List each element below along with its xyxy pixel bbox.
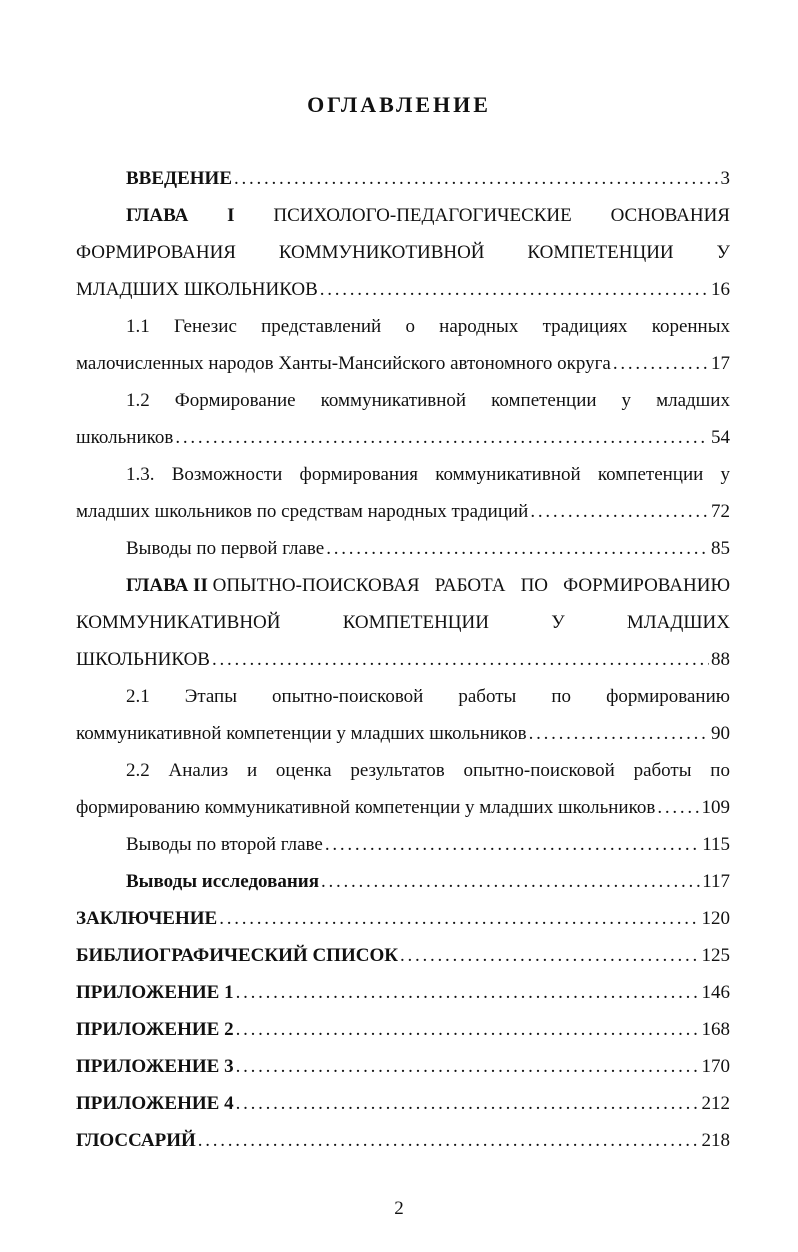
toc-word: опытно-поисковой	[272, 686, 424, 707]
toc-word: работы	[458, 686, 517, 707]
leader-dots	[236, 974, 700, 1011]
toc-page-number: 212	[701, 1093, 730, 1114]
toc-word: традициях	[542, 316, 628, 337]
toc-word: 1.2	[126, 390, 150, 411]
toc-entry-label: Выводы исследования	[126, 871, 320, 892]
toc-word: ОСНОВАНИЯ	[610, 205, 730, 226]
toc-entry-introduction[interactable]	[76, 160, 730, 197]
toc-word: Формирование	[174, 390, 296, 411]
toc-entry-research-conclusions[interactable]	[76, 863, 730, 900]
leader-dots	[326, 530, 709, 567]
toc-entry-label: ГЛОССАРИЙ	[76, 1130, 196, 1151]
leader-dots	[236, 1011, 700, 1048]
toc-word: опытно-поисковой	[463, 760, 615, 781]
toc-entry-bibliography[interactable]	[76, 937, 730, 974]
toc-entry-label: ПРИЛОЖЕНИЕ 2	[76, 1019, 234, 1040]
page-title: ОГЛАВЛЕНИЕ	[307, 92, 491, 117]
toc-word: младших	[656, 390, 730, 411]
toc-entry-appendix-1[interactable]	[76, 974, 730, 1011]
chapter-label: ГЛАВА	[126, 205, 189, 226]
page-number: 2	[394, 1198, 404, 1219]
toc-page-number: 109	[701, 797, 730, 818]
toc-page-number: 115	[702, 834, 730, 855]
toc-entry-section-1-3-line2[interactable]	[76, 493, 730, 530]
toc-word: ПО	[520, 575, 549, 596]
toc-page-number: 54	[711, 427, 730, 448]
leader-dots	[321, 863, 700, 900]
leader-dots	[613, 345, 709, 382]
toc-entry-section-1-1-line1[interactable]	[76, 308, 730, 345]
toc-word: КОММУНИКОТИВНОЙ	[278, 242, 485, 263]
toc-word: компетенции	[491, 390, 597, 411]
toc-word: КОМПЕТЕНЦИИ	[527, 242, 674, 263]
toc-entry-label: ЗАКЛЮЧЕНИЕ	[76, 908, 218, 929]
toc-word: 1.1	[126, 316, 150, 337]
leader-dots	[219, 900, 699, 937]
toc-page-number: 72	[711, 501, 730, 522]
toc-page-number: 117	[702, 871, 730, 892]
toc-entry-label: малочисленных народов Ханты-Мансийского автономного округа	[76, 353, 611, 374]
leader-dots	[657, 789, 699, 826]
toc-page-number: 218	[701, 1130, 730, 1151]
toc-entry-appendix-3[interactable]	[76, 1048, 730, 1085]
toc-entry-label: МЛАДШИХ ШКОЛЬНИКОВ	[76, 279, 318, 300]
toc-word: Этапы	[184, 686, 237, 707]
toc-entry-chapter1-line1[interactable]	[76, 197, 730, 234]
toc-word: формирования	[299, 464, 418, 485]
toc-entry-label: ШКОЛЬНИКОВ	[76, 649, 210, 670]
toc-word: 1.3.	[126, 464, 155, 485]
toc-entry-section-2-1-line2[interactable]	[76, 715, 730, 752]
toc-entry-section-2-2-line2[interactable]	[76, 789, 730, 826]
toc-page-number: 88	[711, 649, 730, 670]
toc-entry-chapter1-line2[interactable]	[76, 234, 730, 271]
toc-word: Анализ	[168, 760, 229, 781]
toc-entry-label: ПРИЛОЖЕНИЕ 4	[76, 1093, 234, 1114]
toc-entry-label: ПРИЛОЖЕНИЕ 1	[76, 982, 234, 1003]
toc-word: У	[716, 242, 730, 263]
toc-entry-section-1-3-line1[interactable]	[76, 456, 730, 493]
leader-dots	[320, 271, 709, 308]
toc-page-number: 125	[701, 945, 730, 966]
toc-word: КОММУНИКАТИВНОЙ	[76, 612, 281, 633]
toc-entry-glossary[interactable]	[76, 1122, 730, 1159]
toc-entry-label: младших школьников по средствам народных традиций	[76, 501, 529, 522]
toc-word: КОМПЕТЕНЦИИ	[342, 612, 489, 633]
toc-entry-section-2-1-line1[interactable]	[76, 678, 730, 715]
toc-word: оценка	[275, 760, 332, 781]
toc-word: о	[405, 316, 415, 337]
toc-entry-section-1-2-line2[interactable]	[76, 419, 730, 456]
toc-word: коммуникативной	[435, 464, 581, 485]
toc-entry-appendix-4[interactable]	[76, 1085, 730, 1122]
toc-page-number: 168	[701, 1019, 730, 1040]
leader-dots	[529, 715, 709, 752]
leader-dots	[212, 641, 709, 678]
leader-dots	[234, 160, 719, 197]
toc-word: у	[621, 390, 632, 411]
toc-entry-section-1-2-line1[interactable]	[76, 382, 730, 419]
toc-entry-chapter1-line3[interactable]	[76, 271, 730, 308]
toc-word: и	[246, 760, 258, 781]
toc-entry-chapter2-line1[interactable]	[76, 567, 730, 604]
toc-page-number: 146	[701, 982, 730, 1003]
toc-word: формированию	[606, 686, 730, 707]
leader-dots	[236, 1048, 700, 1085]
toc-entry-label: Выводы по второй главе	[126, 834, 323, 855]
table-of-contents	[76, 160, 730, 1159]
toc-word: народных	[439, 316, 519, 337]
toc-entry-chapter2-line3[interactable]	[76, 641, 730, 678]
toc-page-number: 90	[711, 723, 730, 744]
toc-word: Генезис	[173, 316, 237, 337]
toc-word: У	[551, 612, 565, 633]
toc-entry-label: Выводы по первой главе	[126, 538, 325, 559]
chapter-label: ГЛАВА II	[126, 575, 208, 596]
toc-entry-label: БИБЛИОГРАФИЧЕСКИЙ СПИСОК	[76, 945, 399, 966]
toc-word: ФОРМИРОВАНИЮ	[563, 575, 730, 596]
toc-entry-chapter2-line2[interactable]	[76, 604, 730, 641]
toc-entry-chapter2-conclusions[interactable]	[76, 826, 730, 863]
toc-word: по	[710, 760, 730, 781]
toc-word: РАБОТА	[434, 575, 506, 596]
toc-entry-label: формированию коммуникативной компетенции у младших школьников	[76, 797, 656, 818]
toc-word: у	[720, 464, 730, 485]
toc-word: представлений	[261, 316, 382, 337]
leader-dots	[198, 1122, 700, 1159]
leader-dots	[530, 493, 709, 530]
toc-word: 2.2	[126, 760, 150, 781]
leader-dots	[325, 826, 700, 863]
toc-page-number: 17	[711, 353, 730, 374]
toc-word: 2.1	[126, 686, 150, 707]
toc-word: Возможности	[171, 464, 283, 485]
toc-word: МЛАДШИХ	[626, 612, 730, 633]
toc-word: ФОРМИРОВАНИЯ	[76, 242, 236, 263]
toc-entry-label: школьников	[76, 427, 174, 448]
toc-word: работы	[633, 760, 692, 781]
toc-entry-section-2-2-line1[interactable]	[76, 752, 730, 789]
toc-page-number: 170	[701, 1056, 730, 1077]
toc-page-number: 3	[720, 168, 730, 189]
toc-entry-label: ПРИЛОЖЕНИЕ 3	[76, 1056, 234, 1077]
toc-entry-conclusion[interactable]	[76, 900, 730, 937]
toc-entry-chapter1-conclusions[interactable]	[76, 530, 730, 567]
chapter-number: I	[227, 205, 235, 226]
toc-word: ПСИХОЛОГО-ПЕДАГОГИЧЕСКИЕ	[273, 205, 572, 226]
toc-page-number: 120	[701, 908, 730, 929]
toc-entry-label: коммуникативной компетенции у младших школьников	[76, 723, 527, 744]
leader-dots	[400, 937, 699, 974]
toc-page-number: 85	[711, 538, 730, 559]
toc-word: коммуникативной	[320, 390, 467, 411]
toc-entry-appendix-2[interactable]	[76, 1011, 730, 1048]
toc-word: по	[551, 686, 572, 707]
toc-word: ОПЫТНО-ПОИСКОВАЯ	[212, 575, 420, 596]
toc-word: результатов	[350, 760, 445, 781]
toc-page-number: 16	[711, 279, 730, 300]
toc-entry-label: ВВЕДЕНИЕ	[126, 168, 232, 189]
leader-dots	[236, 1085, 700, 1122]
toc-entry-section-1-1-line2[interactable]	[76, 345, 730, 382]
toc-word: компетенции	[597, 464, 704, 485]
toc-word: коренных	[651, 316, 730, 337]
leader-dots	[175, 419, 709, 456]
